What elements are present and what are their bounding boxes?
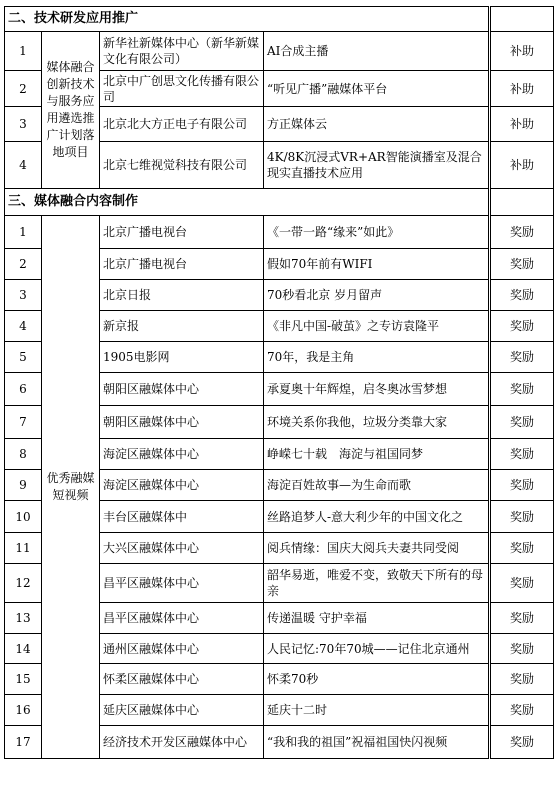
organization-cell: 北京广播电视台 <box>100 249 264 280</box>
row-number: 8 <box>5 439 42 470</box>
row-number: 4 <box>5 142 42 189</box>
organization-cell: 北京七维视觉科技有限公司 <box>100 142 264 189</box>
empty-cell <box>490 189 554 216</box>
row-number: 4 <box>5 311 42 342</box>
project-cell: 人民记忆:70年70城——记住北京通州 <box>264 634 490 664</box>
project-cell: 传递温暖 守护幸福 <box>264 603 490 634</box>
organization-cell: 大兴区融媒体中心 <box>100 533 264 564</box>
project-cell: 海淀百姓故事—为生命而歌 <box>264 470 490 501</box>
project-cell: 《非凡中国-破茧》之专访袁隆平 <box>264 311 490 342</box>
organization-cell: 新京报 <box>100 311 264 342</box>
organization-cell: 怀柔区融媒体中心 <box>100 664 264 695</box>
row-number: 1 <box>5 216 42 249</box>
project-cell: 70年，我是主角 <box>264 342 490 373</box>
project-cell: 怀柔70秒 <box>264 664 490 695</box>
organization-cell: 昌平区融媒体中心 <box>100 564 264 603</box>
table-row <box>5 216 554 249</box>
support-type-cell: 奖励 <box>490 695 554 726</box>
support-type-cell: 奖励 <box>490 280 554 311</box>
project-cell: 阅兵情缘：国庆大阅兵夫妻共同受阅 <box>264 533 490 564</box>
project-cell: AI合成主播 <box>264 32 490 71</box>
row-number: 7 <box>5 406 42 439</box>
support-type-cell: 补助 <box>490 107 554 142</box>
support-type-cell: 奖励 <box>490 470 554 501</box>
row-number: 13 <box>5 603 42 634</box>
project-cell: 峥嵘七十载 海淀与祖国同梦 <box>264 439 490 470</box>
section-title: 二、技术研发应用推广 <box>5 7 490 32</box>
section-header-row <box>5 189 554 216</box>
support-type-cell: 奖励 <box>490 342 554 373</box>
row-number: 5 <box>5 342 42 373</box>
support-type-cell: 奖励 <box>490 373 554 406</box>
organization-cell: 北京日报 <box>100 280 264 311</box>
row-number: 9 <box>5 470 42 501</box>
support-type-cell: 奖励 <box>490 634 554 664</box>
support-type-cell: 奖励 <box>490 439 554 470</box>
organization-cell: 朝阳区融媒体中心 <box>100 373 264 406</box>
support-type-cell: 奖励 <box>490 603 554 634</box>
organization-cell: 新华社新媒体中心（新华新媒文化有限公司） <box>100 32 264 71</box>
organization-cell: 朝阳区融媒体中心 <box>100 406 264 439</box>
row-number: 3 <box>5 107 42 142</box>
project-cell: 假如70年前有WIFI <box>264 249 490 280</box>
project-cell: “听见广播”融媒体平台 <box>264 71 490 107</box>
organization-cell: 昌平区融媒体中心 <box>100 603 264 634</box>
table-row <box>5 32 554 71</box>
section-title: 三、媒体融合内容制作 <box>5 189 490 216</box>
organization-cell: 1905电影网 <box>100 342 264 373</box>
row-number: 17 <box>5 726 42 759</box>
empty-cell <box>490 7 554 32</box>
organization-cell: 北京北大方正电子有限公司 <box>100 107 264 142</box>
organization-cell: 通州区融媒体中心 <box>100 634 264 664</box>
organization-cell: 北京中广创思文化传播有限公司 <box>100 71 264 107</box>
organization-cell: 延庆区融媒体中心 <box>100 695 264 726</box>
row-number: 10 <box>5 501 42 533</box>
row-number: 3 <box>5 280 42 311</box>
support-type-cell: 奖励 <box>490 533 554 564</box>
section-header-row <box>5 7 554 32</box>
support-type-cell: 奖励 <box>490 216 554 249</box>
project-cell: 《一带一路“缘来”如此》 <box>264 216 490 249</box>
support-type-cell: 奖励 <box>490 311 554 342</box>
row-number: 12 <box>5 564 42 603</box>
project-cell: 环境关系你我他，垃圾分类靠大家 <box>264 406 490 439</box>
row-number: 2 <box>5 71 42 107</box>
support-type-cell: 奖励 <box>490 564 554 603</box>
row-number: 2 <box>5 249 42 280</box>
organization-cell: 海淀区融媒体中心 <box>100 470 264 501</box>
support-type-cell: 奖励 <box>490 501 554 533</box>
organization-cell: 海淀区融媒体中心 <box>100 439 264 470</box>
project-cell: 方正媒体云 <box>264 107 490 142</box>
project-cell: 承夏奥十年辉煌，启冬奥冰雪梦想 <box>264 373 490 406</box>
support-type-cell: 奖励 <box>490 664 554 695</box>
project-cell: 延庆十二时 <box>264 695 490 726</box>
support-type-cell: 补助 <box>490 32 554 71</box>
project-cell: 丝路追梦人-意大利少年的中国文化之 <box>264 501 490 533</box>
category-cell: 优秀融媒短视频 <box>42 216 100 759</box>
support-type-cell: 补助 <box>490 142 554 189</box>
row-number: 14 <box>5 634 42 664</box>
project-cell: 韶华易逝，唯爱不变，致敬天下所有的母亲 <box>264 564 490 603</box>
support-type-cell: 补助 <box>490 71 554 107</box>
row-number: 1 <box>5 32 42 71</box>
table-body <box>5 7 554 759</box>
category-cell: 媒体融合创新技术与服务应用遴选推广计划落地项目 <box>42 32 100 189</box>
row-number: 11 <box>5 533 42 564</box>
project-cell: 4K/8K沉浸式VR+AR智能演播室及混合现实直播技术应用 <box>264 142 490 189</box>
support-type-cell: 奖励 <box>490 249 554 280</box>
organization-cell: 北京广播电视台 <box>100 216 264 249</box>
project-cell: “我和我的祖国”祝福祖国快闪视频 <box>264 726 490 759</box>
support-type-cell: 奖励 <box>490 406 554 439</box>
project-cell: 70秒看北京 岁月留声 <box>264 280 490 311</box>
row-number: 15 <box>5 664 42 695</box>
support-type-cell: 奖励 <box>490 726 554 759</box>
row-number: 6 <box>5 373 42 406</box>
row-number: 16 <box>5 695 42 726</box>
organization-cell: 经济技术开发区融媒体中心 <box>100 726 264 759</box>
organization-cell: 丰台区融媒体中 <box>100 501 264 533</box>
project-table <box>4 6 554 759</box>
